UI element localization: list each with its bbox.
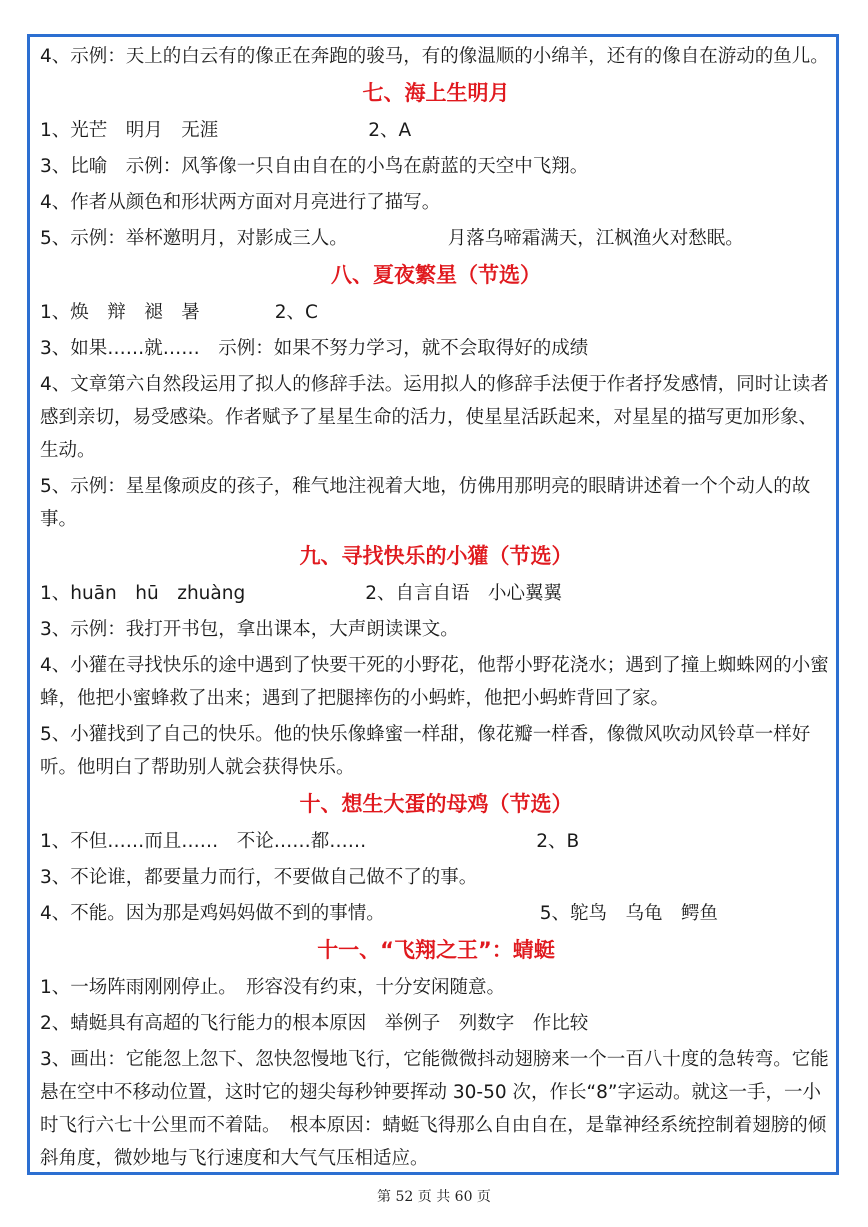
s9-answer-4: 4、小獾在寻找快乐的途中遇到了快要干死的小野花，他帮小野花浇水；遇到了撞上蜘蛛网的小蜜蜂，他把小蜜蜂救了出来；遇到了把腿摔伤的小蚂蚱，他把小蚂蚱背回了家。 — [40, 655, 829, 709]
s10-answer-2: 2、B — [536, 831, 580, 852]
s7-answer-5 — [40, 222, 832, 255]
s7-answer-2: 2、A — [368, 120, 412, 141]
s9-answer-1: 1、huān hū zhuàng — [40, 583, 246, 604]
s10-answer-5: 5、鸵鸟 乌龟 鳄鱼 — [539, 903, 719, 924]
s8-answer-2: 2、C — [274, 302, 318, 323]
s8-answer-3: 3、如果……就…… 示例：如果不努力学习，就不会取得好的成绩 — [40, 338, 589, 359]
s10-answer-4-5 — [40, 897, 832, 930]
s10-answer-1-2 — [40, 825, 832, 858]
page-number-footer: 第 52 页 共 60 页 — [377, 1189, 491, 1205]
section-7-title: 七、海上生明月 — [362, 81, 510, 105]
s11-answer-2: 2、蜻蜓具有高超的飞行能力的根本原因 举例子 列数字 作比较 — [40, 1013, 589, 1034]
s8-answer-1: 1、焕 辩 褪 暑 — [40, 302, 200, 323]
section-8-title: 八、夏夜繁星（节选） — [331, 263, 541, 287]
s8-answer-5: 5、示例：星星像顽皮的孩子，稚气地注视着大地，仿佛用那明亮的眼睛讲述着一个个动人的故事。 — [40, 476, 811, 530]
s10-answer-3: 3、不论谁，都要量力而行，不要做自己做不了的事。 — [40, 867, 478, 888]
s7-answer-5b: 月落乌啼霜满天，江枫渔火对愁眠。 — [447, 228, 744, 249]
s7-answer-3: 3、比喻 示例：风筝像一只自由自在的小鸟在蔚蓝的天空中飞翔。 — [40, 156, 589, 177]
answer-content — [40, 40, 832, 1178]
s11-answer-1: 1、一场阵雨刚刚停止。 形容没有约束，十分安闲随意。 — [40, 977, 506, 998]
s9-answer-2: 2、自言自语 小心翼翼 — [365, 583, 562, 604]
s9-answer-3: 3、示例：我打开书包，拿出课本，大声朗读课文。 — [40, 619, 459, 640]
s10-answer-4: 4、不能。因为那是鸡妈妈做不到的事情。 — [40, 903, 385, 924]
s11-answer-3: 3、画出：它能忽上忽下、忽快忽慢地飞行，它能微微抖动翅膀来一个一百八十度的急转弯。它能悬在空中不移动位置，这时它的翅尖每秒钟要挥动 30-50 次，作长“8”字运动。就这一手，一小时飞行六七十公里而不着陆。 根本原因：蜻蜓飞得那么自由自在，是靠神经系统控制着翅膀的倾斜角度，微妙地与飞行速度和大气气压相适应。 — [40, 1049, 829, 1169]
section-11-title: 十一、“飞翔之王”：蜻蜓 — [317, 938, 555, 962]
s8-answer-1-2 — [40, 296, 832, 329]
s9-answer-1-2 — [40, 577, 832, 610]
s7-answer-1: 1、光芒 明月 无涯 — [40, 120, 219, 141]
s6-answer-4: 4、示例：天上的白云有的像正在奔跑的骏马，有的像温顺的小绵羊，还有的像自在游动的鱼儿。 — [40, 46, 829, 67]
s7-answer-4: 4、作者从颜色和形状两方面对月亮进行了描写。 — [40, 192, 441, 213]
s9-answer-5: 5、小獾找到了自己的快乐。他的快乐像蜂蜜一样甜，像花瓣一样香，像微风吹动风铃草一样好听。他明白了帮助别人就会获得快乐。 — [40, 724, 811, 778]
s8-answer-4: 4、文章第六自然段运用了拟人的修辞手法。运用拟人的修辞手法便于作者抒发感情，同时让读者感到亲切，易受感染。作者赋予了星星生命的活力，使星星活跃起来，对星星的描写更加形象、生动。 — [40, 374, 829, 461]
s7-answer-5a: 5、示例：举杯邀明月，对影成三人。 — [40, 228, 348, 249]
s7-answer-1-2 — [40, 114, 832, 147]
section-10-title: 十、想生大蛋的母鸡（节选） — [299, 792, 573, 816]
section-9-title: 九、寻找快乐的小獾（节选） — [299, 544, 573, 568]
s10-answer-1: 1、不但……而且…… 不论……都…… — [40, 831, 367, 852]
